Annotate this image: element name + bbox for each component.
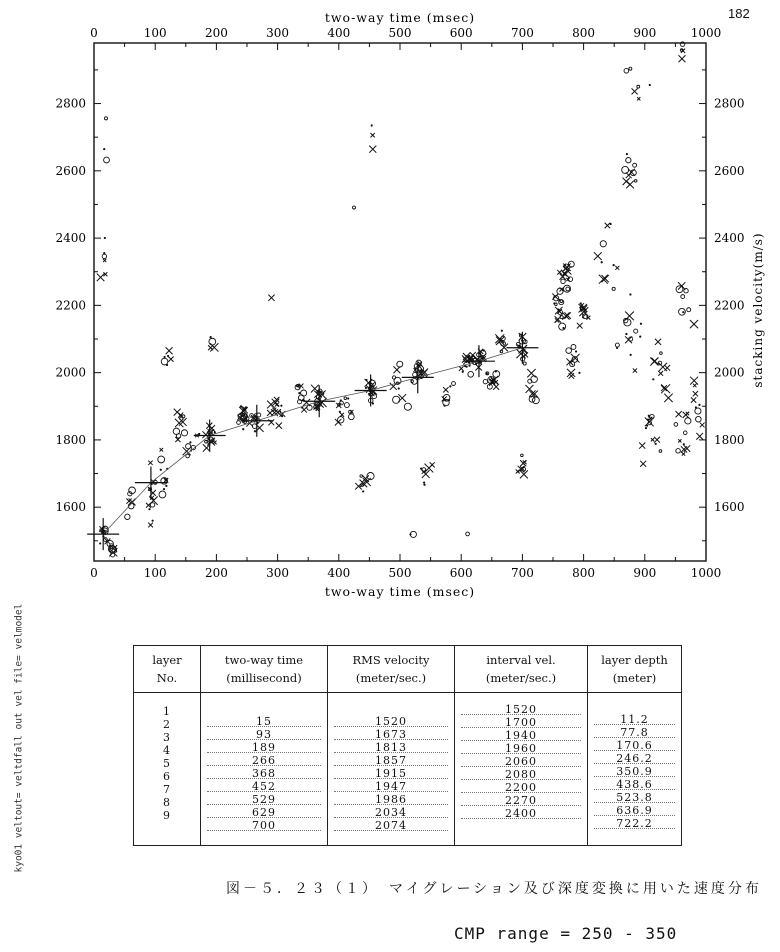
data-point-dot (240, 405, 242, 407)
data-point-dot (254, 430, 256, 432)
data-point-circle (634, 180, 636, 182)
y-tick-label-left: 1600 (55, 500, 86, 515)
y-axis-title-right: stacking velocity(m/s) (751, 232, 765, 388)
table-cell: 246.2 (616, 752, 653, 765)
data-point-circle (622, 166, 629, 173)
col-interval-vel (455, 693, 588, 846)
data-point-circle (626, 158, 631, 163)
data-point-cross (655, 339, 661, 345)
table-cell: 1940 (505, 729, 537, 742)
data-point-cross (625, 336, 632, 343)
data-point-circle (683, 431, 687, 435)
x-tick-label-top: 800 (572, 26, 596, 40)
data-point-dot (655, 443, 657, 445)
data-point-dot (103, 148, 105, 150)
data-point-cross (103, 259, 106, 262)
rms-pick-marker (402, 361, 434, 393)
col-layer-no (134, 693, 201, 846)
data-point-cross (626, 181, 634, 189)
data-point-dot (578, 372, 580, 374)
data-point-cross (686, 412, 689, 415)
table-cell: 1700 (505, 716, 537, 729)
data-point-cross (276, 422, 282, 428)
data-point-circle (532, 397, 539, 404)
x-tick-label-bottom: 300 (266, 566, 290, 580)
table-cell: 2074 (375, 819, 407, 832)
velocity-table (133, 645, 682, 846)
data-point-dot (683, 443, 685, 445)
data-point-cross (370, 133, 374, 137)
table-cell: 7 (163, 783, 171, 796)
data-point-circle (615, 343, 619, 347)
data-point-circle (634, 329, 638, 333)
data-point-cross (168, 356, 173, 361)
data-point-cross (639, 443, 645, 449)
data-point-dot (198, 433, 200, 435)
header-line: interval vel. (486, 653, 556, 667)
table-cell: 170.6 (616, 739, 653, 752)
data-point-circle (393, 396, 400, 403)
data-point-circle (173, 428, 179, 434)
data-point-dot (449, 385, 451, 387)
data-point-circle (695, 408, 701, 414)
figure-caption: 図－５．２３（１） マイグレーション及び深度変換に用いた速度分布 (226, 881, 762, 897)
header-two-way-time (201, 646, 328, 693)
y-tick-label-left: 2600 (55, 163, 86, 178)
data-point-circle (104, 117, 107, 120)
x-tick-label-top: 0 (90, 26, 98, 40)
data-point-dot (148, 508, 150, 510)
header-line: RMS velocity (352, 653, 430, 667)
rms-pick-marker (506, 332, 538, 364)
data-point-dot (626, 153, 628, 155)
data-point-dot (297, 385, 299, 387)
data-point-cross (693, 391, 698, 396)
data-point-dot (501, 330, 503, 332)
data-point-cross (664, 394, 672, 402)
data-point-circle (624, 68, 629, 73)
data-point-cross (700, 423, 705, 428)
data-point-circle (521, 454, 524, 457)
data-point-dot (398, 387, 400, 389)
data-point-dot (698, 404, 700, 406)
table-cell: 189 (252, 741, 276, 754)
data-point-dot (640, 323, 642, 325)
data-point-cross (443, 387, 448, 392)
data-point-cross (160, 448, 164, 452)
data-point-cross (654, 437, 660, 443)
data-point-circle (676, 286, 683, 293)
table-cell: 1947 (375, 780, 407, 793)
table-cell: 438.6 (616, 778, 653, 791)
data-point-circle (158, 456, 165, 463)
data-point-cross (577, 323, 583, 329)
data-point-dot (420, 467, 422, 469)
x-tick-label-top: 500 (388, 26, 412, 40)
data-point-circle (633, 163, 637, 167)
data-point-circle (413, 372, 417, 376)
data-point-dot (498, 341, 500, 343)
data-point-dot (682, 311, 684, 313)
data-point-dot (189, 441, 191, 443)
data-point-cross (676, 411, 682, 417)
table-cell: 1520 (505, 703, 537, 716)
data-point-circle (600, 241, 606, 247)
data-point-circle (685, 418, 691, 424)
table-cell: 4 (163, 744, 171, 757)
data-point-circle (452, 382, 456, 386)
data-point-cross (523, 460, 527, 464)
rms-velocity-line (94, 348, 522, 534)
data-point-cross (696, 433, 703, 440)
table-cell: 1915 (375, 767, 407, 780)
data-point-dot (652, 378, 654, 380)
col-rms-velocity (328, 693, 455, 846)
side-note: kyo01 veltout= veltdfall out vel file= velmodel (13, 603, 25, 873)
data-point-dot (409, 533, 411, 535)
x-tick-label-top: 200 (204, 26, 228, 40)
data-point-circle (674, 423, 678, 427)
data-point-dot (339, 411, 341, 413)
data-point-cross (658, 371, 663, 376)
table-cell: 2 (163, 718, 171, 731)
data-point-circle (637, 85, 640, 88)
x-tick-label-bottom: 600 (449, 566, 473, 580)
data-point-cross (626, 172, 632, 178)
data-point-dot (448, 399, 450, 401)
data-point-dot (629, 293, 631, 295)
table-cell: 368 (252, 767, 276, 780)
data-point-dot (582, 316, 584, 318)
data-point-cross (599, 275, 608, 284)
data-point-dot (625, 333, 627, 335)
header-interval-vel (455, 646, 588, 693)
rms-pick-marker (355, 374, 387, 406)
table-cell: 6 (163, 770, 171, 783)
data-point-dot (423, 484, 425, 486)
data-point-cross (650, 358, 658, 366)
data-point-cross (459, 366, 464, 371)
data-point-circle (104, 157, 110, 163)
data-point-circle (468, 371, 474, 377)
data-point-dot (568, 264, 570, 266)
data-point-dot (298, 392, 300, 394)
table-cell: 5 (163, 757, 171, 770)
data-point-dot (164, 356, 166, 358)
data-point-cross (525, 385, 533, 393)
data-point-circle (125, 514, 130, 519)
table-body-row (134, 693, 682, 846)
data-point-circle (392, 376, 395, 379)
data-point-circle (559, 323, 566, 330)
data-point-cross (335, 419, 342, 426)
data-point-cross (678, 439, 681, 442)
data-point-cross (632, 88, 638, 94)
x-tick-label-bottom: 1000 (690, 566, 722, 580)
plot-frame (94, 43, 706, 561)
data-point-cross (148, 523, 153, 528)
table-cell: 2034 (375, 806, 407, 819)
data-point-circle (353, 206, 356, 209)
x-axis-title-bottom: two-way time (msec) (324, 584, 476, 599)
data-point-circle (237, 421, 241, 425)
data-point-circle (404, 403, 411, 410)
data-point-circle (161, 358, 168, 365)
data-point-cross (527, 369, 535, 377)
rms-pick-marker (194, 420, 226, 452)
data-point-dot (365, 387, 367, 389)
header-line: (meter/sec.) (485, 671, 557, 685)
data-point-cross (493, 384, 499, 390)
x-axis-title-top: two-way time (msec) (324, 10, 476, 25)
data-point-circle (681, 295, 685, 299)
x-tick-label-top: 600 (449, 26, 473, 40)
data-point-circle (348, 414, 354, 420)
table-cell: 15 (256, 715, 272, 728)
x-tick-label-bottom: 400 (327, 566, 351, 580)
data-point-circle (159, 491, 166, 498)
plot-frame-group (94, 43, 706, 561)
x-tick-label-bottom: 900 (633, 566, 657, 580)
data-point-dot (423, 481, 425, 483)
table-cell: 452 (252, 780, 276, 793)
data-point-cross (633, 368, 637, 372)
table-cell: 11.2 (620, 713, 649, 726)
x-tick-label-bottom: 800 (572, 566, 596, 580)
data-point-dot (167, 355, 169, 357)
table-cell: 1813 (375, 741, 407, 754)
data-point-circle (523, 362, 526, 365)
x-tick-label-bottom: 100 (143, 566, 167, 580)
table-cell: 1520 (375, 715, 407, 728)
data-point-circle (687, 308, 691, 312)
y-tick-label-right: 1800 (714, 432, 745, 447)
data-point-cross (651, 438, 654, 441)
y-tick-label-right: 2600 (714, 163, 745, 178)
data-point-cross (594, 252, 602, 260)
x-tick-label-bottom: 500 (388, 566, 412, 580)
data-point-circle (566, 287, 570, 291)
y-tick-label-right: 2200 (714, 298, 745, 313)
data-point-circle (612, 287, 615, 290)
data-point-dot (575, 350, 577, 352)
data-point-dot (645, 427, 647, 429)
table-cell: 2080 (505, 768, 537, 781)
data-point-dot (362, 490, 364, 492)
rms-pick-marker (87, 518, 119, 550)
data-point-cross (690, 320, 698, 328)
data-point-cross (340, 413, 344, 417)
data-point-cross (569, 373, 574, 378)
data-point-cross (682, 452, 685, 455)
data-point-circle (483, 379, 487, 383)
x-tick-label-top: 100 (143, 26, 167, 40)
data-point-cross (301, 407, 307, 413)
data-point-cross (661, 384, 670, 393)
col-two-way-time (201, 693, 328, 846)
y-tick-label-left: 2000 (55, 365, 86, 380)
header-line: (meter) (612, 671, 657, 685)
header-line: layer (152, 653, 182, 667)
data-point-dot (242, 428, 244, 430)
data-point-circle (150, 503, 154, 507)
rms-pick-marker (463, 345, 495, 377)
data-point-dot (486, 372, 488, 374)
data-point-circle (209, 338, 216, 345)
table-cell: 2060 (505, 755, 537, 768)
data-point-dot (580, 302, 582, 304)
data-point-cross (615, 266, 619, 270)
y-tick-label-right: 2800 (714, 96, 745, 111)
header-line: layer depth (601, 653, 668, 667)
data-point-circle (298, 395, 304, 401)
data-point-cross (268, 295, 274, 301)
data-point-cross (97, 274, 105, 282)
data-point-dot (646, 425, 648, 427)
rms-pick-marker (135, 467, 167, 499)
table-cell: 77.8 (620, 726, 649, 739)
y-tick-label-left: 1800 (55, 432, 86, 447)
rms-pick-marker (303, 385, 335, 417)
data-point-cross (679, 55, 686, 62)
data-point-cross (693, 384, 696, 387)
x-tick-label-bottom: 0 (90, 566, 98, 580)
table-cell: 2400 (505, 807, 537, 820)
data-point-dot (443, 404, 445, 406)
header-layer-no (134, 646, 201, 693)
data-point-circle (571, 345, 576, 350)
table-cell: 3 (163, 731, 171, 744)
x-tick-label-top: 300 (266, 26, 290, 40)
header-line: (meter/sec.) (355, 671, 427, 685)
table-cell: 636.9 (616, 804, 653, 817)
table-cell: 2200 (505, 781, 537, 794)
data-point-dot (166, 364, 168, 366)
data-point-circle (102, 254, 106, 258)
y-tick-label-left: 2400 (55, 231, 86, 246)
header-layer-depth (588, 646, 682, 693)
data-point-circle (360, 475, 363, 478)
data-point-cross (690, 377, 698, 385)
x-tick-label-bottom: 700 (510, 566, 534, 580)
table-cell: 1 (163, 705, 171, 718)
table-cell: 1673 (375, 728, 407, 741)
data-point-dot (103, 252, 105, 254)
data-point-dot (165, 485, 167, 487)
table-cell: 1960 (505, 742, 537, 755)
data-point-cross (637, 97, 640, 100)
data-point-cross (691, 397, 696, 402)
data-point-dot (160, 469, 162, 471)
table-cell: 523.8 (616, 791, 653, 804)
x-tick-label-top: 700 (510, 26, 534, 40)
data-point-dot (553, 302, 555, 304)
data-point-dot (163, 488, 165, 490)
table-cell: 1857 (375, 754, 407, 767)
data-point-dot (649, 84, 651, 86)
data-point-cross (605, 223, 610, 228)
x-tick-label-top: 1000 (690, 26, 722, 40)
header-line: (millisecond) (226, 671, 302, 685)
table-cell: 2270 (505, 794, 537, 807)
table-cell: 9 (163, 809, 171, 822)
table-cell: 629 (252, 806, 276, 819)
table-header-row (134, 646, 682, 693)
y-tick-label-right: 1600 (714, 500, 745, 515)
data-point-dot (347, 397, 349, 399)
data-point-dot (613, 264, 615, 266)
table-cell: 350.9 (616, 765, 653, 778)
table-cell: 8 (163, 796, 171, 809)
data-point-cross (640, 461, 646, 467)
x-tick-label-top: 900 (633, 26, 657, 40)
table-cell: 722.2 (616, 817, 653, 830)
data-point-circle (696, 416, 702, 422)
header-rms-velocity (328, 646, 455, 693)
data-point-circle (560, 300, 563, 303)
data-point-dot (99, 542, 101, 544)
table-cell: 1986 (375, 793, 407, 806)
page-number: 182 (728, 6, 750, 21)
data-point-dot (214, 431, 216, 433)
data-point-dot (639, 336, 641, 338)
data-point-dot (630, 354, 632, 356)
x-tick-label-top: 400 (327, 26, 351, 40)
data-point-dot (152, 520, 154, 522)
data-point-circle (566, 348, 572, 354)
y-tick-label-left: 2200 (55, 298, 86, 313)
data-point-circle (676, 449, 681, 454)
data-point-circle (466, 532, 470, 536)
x-tick-label-bottom: 200 (204, 566, 228, 580)
data-point-circle (561, 279, 565, 283)
data-point-dot (280, 405, 282, 407)
table-cell: 529 (252, 793, 276, 806)
y-tick-label-right: 2400 (714, 231, 745, 246)
data-point-dot (104, 237, 106, 239)
data-point-circle (629, 67, 632, 70)
cmp-range: CMP range = 250 - 350 (454, 924, 678, 943)
data-point-dot (695, 406, 697, 408)
data-point-circle (344, 403, 349, 408)
data-point-dot (495, 370, 497, 372)
table-cell: 700 (252, 819, 276, 832)
data-point-dot (209, 336, 211, 338)
data-point-dot (601, 261, 603, 263)
data-point-dot (340, 399, 342, 401)
data-point-dot (462, 371, 464, 373)
table-cell: 266 (252, 754, 276, 767)
table-cell: 93 (256, 728, 272, 741)
y-tick-label-right: 2000 (714, 365, 745, 380)
data-point-dot (468, 365, 470, 367)
data-point-dot (371, 124, 373, 126)
header-line: two-way time (224, 653, 304, 667)
header-line: No. (156, 671, 178, 685)
data-point-cross (166, 347, 173, 354)
data-point-circle (660, 352, 663, 355)
col-layer-depth (588, 693, 682, 846)
data-point-cross (148, 461, 152, 465)
data-point-circle (659, 450, 662, 453)
data-point-cross (369, 146, 376, 153)
y-tick-label-left: 2800 (55, 96, 86, 111)
data-point-circle (344, 397, 347, 400)
data-point-circle (181, 430, 187, 436)
